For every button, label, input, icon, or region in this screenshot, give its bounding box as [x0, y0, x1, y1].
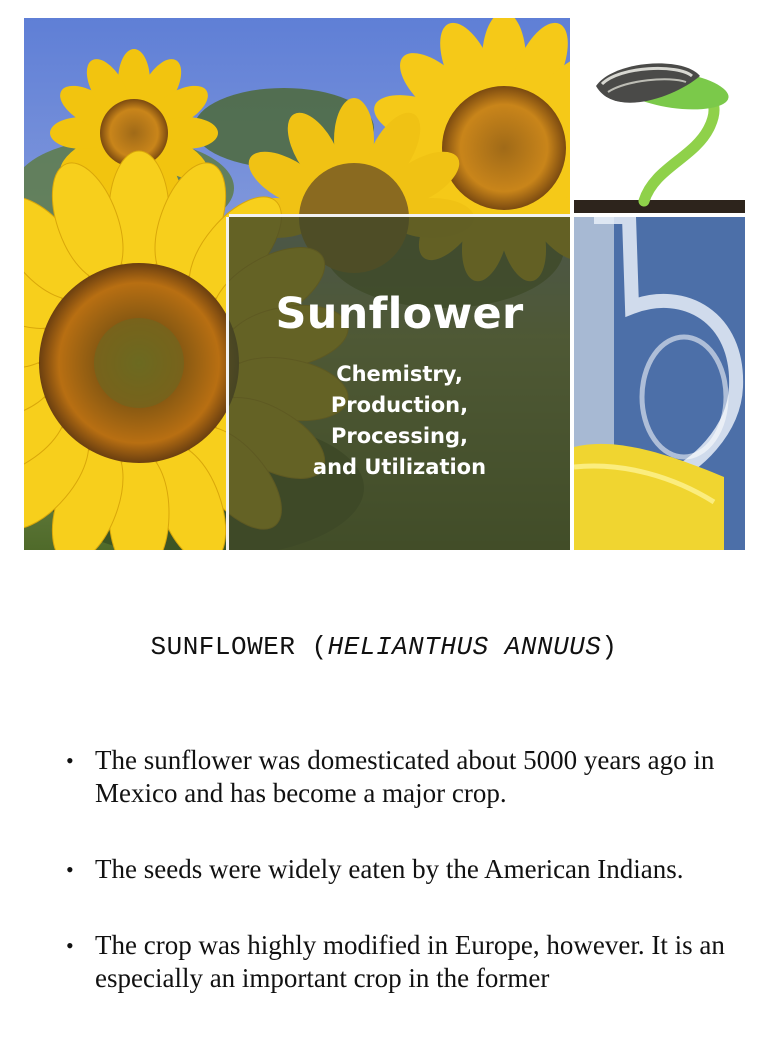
sprouting-seed-illustration — [574, 18, 745, 213]
bullet-list — [66, 744, 726, 1038]
list-item-text: The seeds were widely eaten by the American Indians. — [95, 854, 684, 884]
heading-scientific-name: HELIANTHUS ANNUUS — [327, 632, 602, 662]
bullet-icon: • — [66, 857, 74, 882]
cover-title: Sunflower — [275, 289, 524, 339]
bullet-icon: • — [66, 748, 74, 773]
heading-prefix: SUNFLOWER ( — [150, 632, 328, 662]
heading-suffix: ) — [601, 632, 618, 662]
oil-decanter-image — [574, 217, 745, 550]
cover-subtitle-line: Production, — [330, 393, 469, 417]
cover-subtitle — [229, 359, 570, 483]
oil-decanter-illustration — [574, 217, 745, 550]
cover-subtitle-line: Chemistry, — [336, 362, 463, 386]
section-heading — [0, 632, 768, 662]
book-cover — [24, 18, 745, 550]
cover-title-box — [229, 217, 570, 550]
list-item — [66, 853, 726, 886]
bullet-icon: • — [66, 933, 74, 958]
cover-subtitle-line: Processing, — [330, 424, 469, 448]
cover-subtitle-line: and Utilization — [312, 455, 487, 479]
list-item — [66, 744, 726, 810]
list-item-text: The crop was highly modified in Europe, however. It is an especially an important crop in the former — [95, 930, 725, 993]
list-item — [66, 929, 726, 995]
sprouting-seed-image — [574, 18, 745, 213]
list-item-text: The sunflower was domesticated about 5000 years ago in Mexico and has become a major crop. — [95, 745, 715, 808]
